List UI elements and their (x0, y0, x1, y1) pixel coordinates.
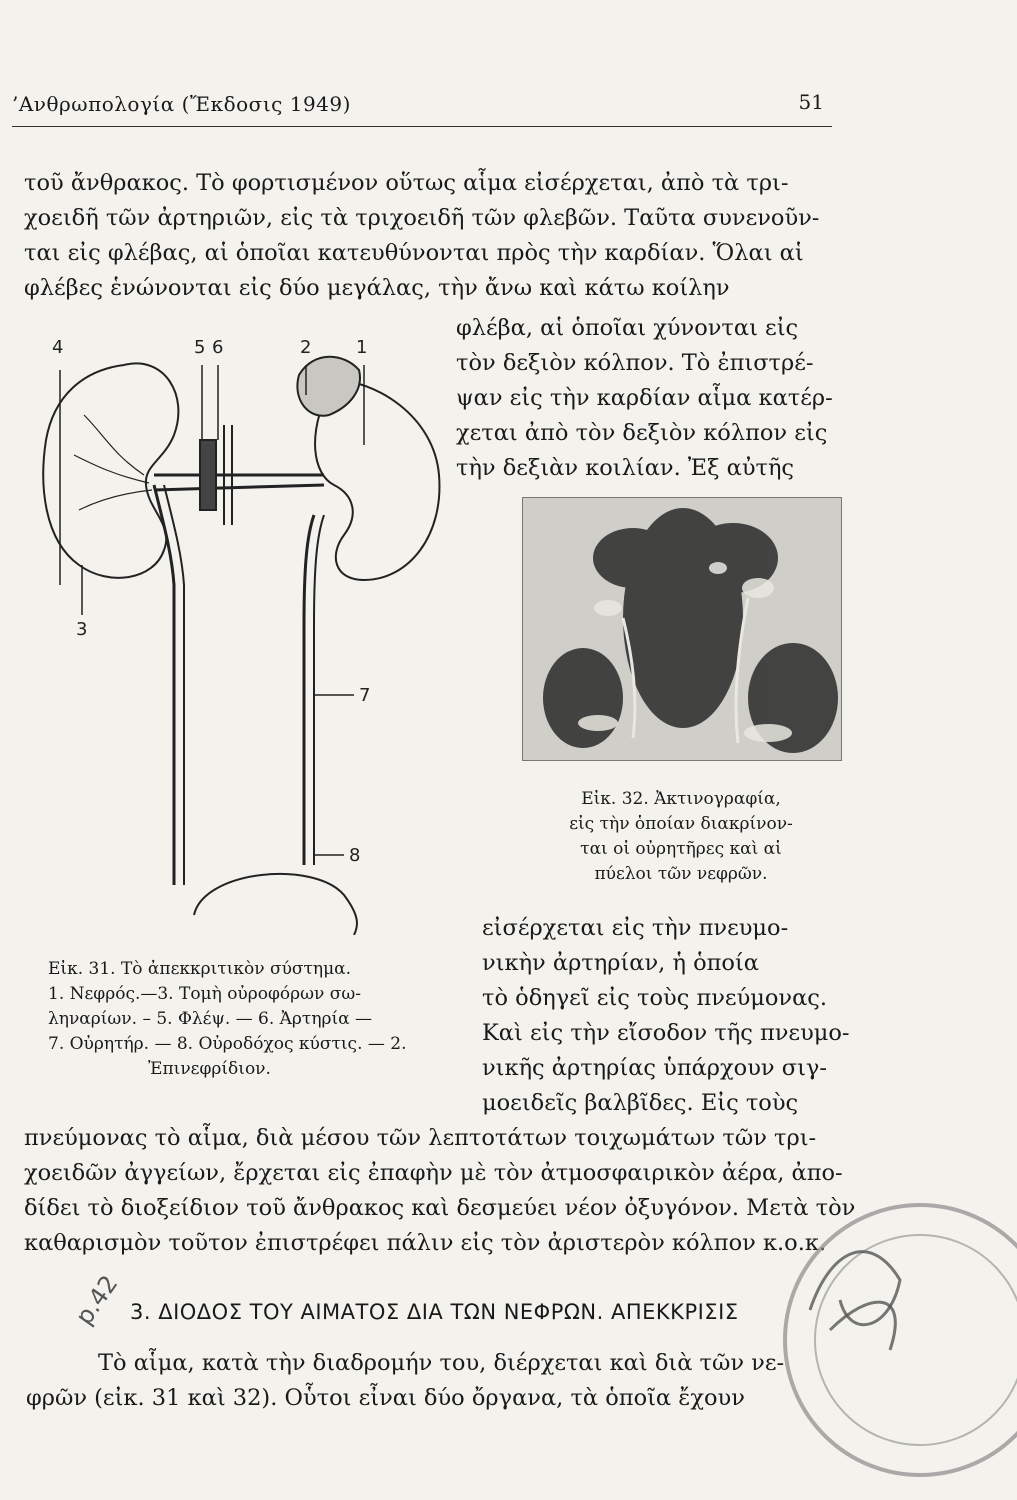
text-line: χοειδῶν ἀγγείων, ἔρχεται εἰς ἐπαφὴν μὲ τὸν ἀτμοσφαιρικὸν ἀέρα, ἀπο- (24, 1160, 843, 1186)
text-line: ψαν εἰς τὴν καρδίαν αἷμα κατέρ- (456, 385, 833, 411)
excretory-system-diagram (14, 325, 454, 935)
fig31-label-6: 6 (212, 337, 224, 358)
section-heading: 3. ΔΙΟΔΟΣ ΤΟΥ ΑΙΜΑΤΟΣ ΔΙΑ ΤΩΝ ΝΕΦΡΩΝ. ΑΠΕΚΚΡΙΣΙΣ (130, 1300, 739, 1324)
text-line: τὴν δεξιὰν κοιλίαν. Ἐξ αὐτῆς (456, 455, 795, 481)
figure32-caption-line: πύελοι τῶν νεφρῶν. (594, 864, 768, 884)
text-line: τὸν δεξιὸν κόλπον. Τὸ ἐπιστρέ- (456, 350, 814, 376)
fig31-label-1: 1 (356, 337, 368, 358)
text-line: Καὶ εἰς τὴν εἴσοδον τῆς πνευμο- (482, 1020, 850, 1046)
figure31-caption-line: ληναρίων. – 5. Φλέψ. — 6. Ἀρτηρία — (48, 1009, 373, 1029)
xray-photograph (522, 497, 842, 761)
text-line: Τὸ αἷμα, κατὰ τὴν διαδρομήν του, διέρχεται καὶ διὰ τῶν νε- (98, 1350, 785, 1376)
text-line: τὸ ὁδηγεῖ εἰς τοὺς πνεύμονας. (482, 985, 828, 1011)
text-line: χεται ἀπὸ τὸν δεξιὸν κόλπον εἰς (456, 420, 828, 446)
fig31-label-5: 5 (194, 337, 206, 358)
text-line: χοειδῆ τῶν ἀρτηριῶν, εἰς τὰ τριχοειδῆ τῶν φλεβῶν. Ταῦτα συνενοῦν- (24, 205, 820, 231)
fig31-label-8: 8 (349, 845, 361, 866)
figure31-caption-line: Εἰκ. 31. Τὸ ἀπεκκριτικὸν σύστημα. (48, 959, 352, 979)
figure31-caption-line: 7. Οὐρητήρ. — 8. Οὐροδόχος κύστις. — 2. (48, 1034, 407, 1054)
text-line: φλέβες ἑνώνονται εἰς δύο μεγάλας, τὴν ἄνω καὶ κάτω κοίλην (24, 275, 730, 301)
text-line: φρῶν (εἰκ. 31 καὶ 32). Οὗτοι εἶναι δύο ὄργανα, τὰ ὁποῖα ἔχουν (26, 1385, 745, 1411)
fig31-label-3: 3 (76, 619, 88, 640)
margin-annotation: p.42 (69, 1270, 124, 1330)
text-line: τοῦ ἄνθρακος. Τὸ φορτισμένον οὕτως αἷμα εἰσέρχεται, ἀπὸ τὰ τρι- (24, 170, 789, 196)
fig31-label-4: 4 (52, 337, 64, 358)
text-line: μοειδεῖς βαλβῖδες. Εἰς τοὺς (482, 1090, 799, 1116)
fig31-label-7: 7 (359, 685, 371, 706)
xray-image (523, 498, 841, 760)
text-line: νικὴν ἀρτηρίαν, ἡ ὁποία (482, 950, 759, 976)
text-line: νικῆς ἀρτηρίας ὑπάρχουν σιγ- (482, 1055, 827, 1081)
figure32-caption-line: εἰς τὴν ὁποίαν διακρίνον- (569, 814, 793, 834)
figure31-caption-line: Ἐπινεφρίδιον. (148, 1059, 271, 1079)
library-stamp (770, 1190, 1017, 1490)
page-number: 51 (798, 90, 824, 114)
text-line: πνεύμονας τὸ αἷμα, διὰ μέσου τῶν λεπτοτάτων τοιχωμάτων τῶν τρι- (24, 1125, 817, 1151)
text-line: καθαρισμὸν τοῦτον ἐπιστρέφει πάλιν εἰς τὸν ἀριστερὸν κόλπον κ.ο.κ. (24, 1230, 827, 1256)
running-title: ’Ανθρωπολογία (Ἔκδοσις 1949) (12, 92, 351, 116)
text-line: δίδει τὸ διοξείδιον τοῦ ἄνθρακος καὶ δεσμεύει νέον ὀξυγόνον. Μετὰ τὸν (24, 1195, 856, 1221)
text-line: φλέβα, αἱ ὁποῖαι χύνονται εἰς (456, 315, 799, 341)
figure32-caption-line: ται οἱ οὐρητῆρες καὶ αἱ (580, 839, 782, 859)
fig31-label-2: 2 (300, 337, 312, 358)
figure31-caption-line: 1. Νεφρός.—3. Τομὴ οὐροφόρων σω- (48, 984, 361, 1004)
text-line: εἰσέρχεται εἰς τὴν πνευμο- (482, 915, 789, 941)
figure32-caption-line: Εἰκ. 32. Ἀκτινογραφία, (581, 789, 781, 809)
page-header (12, 86, 832, 127)
text-line: ται εἰς φλέβας, αἱ ὁποῖαι κατευθύνονται πρὸς τὴν καρδίαν. Ὅλαι αἱ (24, 240, 804, 266)
